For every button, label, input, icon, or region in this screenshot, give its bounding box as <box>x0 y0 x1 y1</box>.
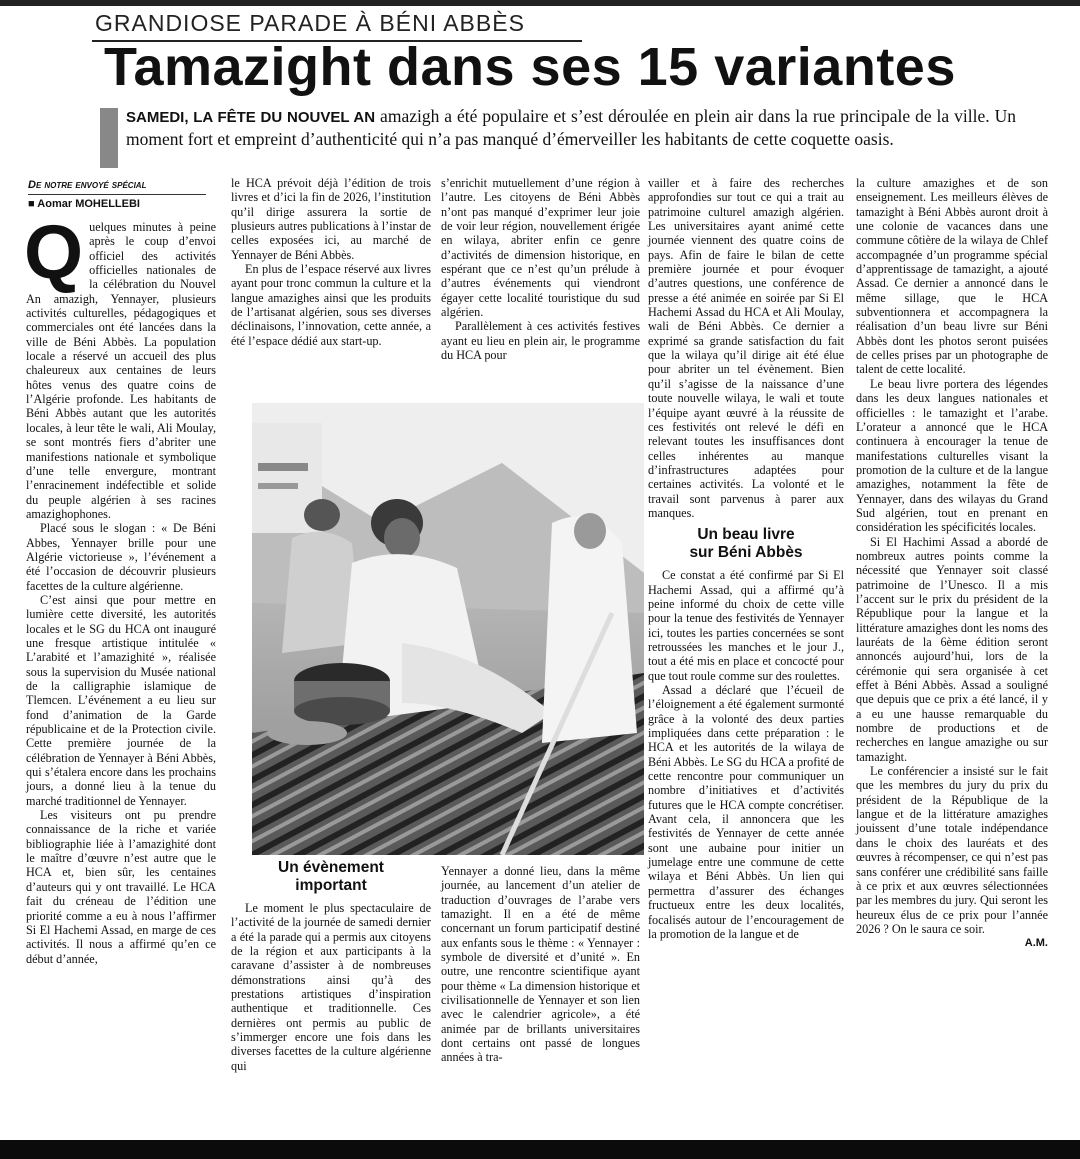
col1-para-1 <box>24 210 216 521</box>
column-5 <box>856 176 1048 951</box>
byline-rule <box>28 194 206 195</box>
top-border <box>0 0 1080 6</box>
column-3-bottom <box>441 864 640 1065</box>
chapo-text: amazigh a été populaire et s’est déroulée en plein air dans la rue principale de la ville. Un moment fort et empreint d’authenticité qui n’a pas manqué d’émerveiller les habitants de cette coquette oasis. <box>126 106 1016 149</box>
col1-para-1-text: uelques minutes à peine après le coup d’envoi officiel des activités officielles nationales de la célébration du Nouvel An amazigh, Yennayer, plusieurs activités culturelles, pédagogiques et commerciales ont été lancées dans la ville de Béni Abbès. La population locale a réservé un accueil des plus chaleureux aux centaines de leurs hôtes venus des quatre coins de l’Algérie profonde. Les habitants de Béni Abbès autant que les autorités locales, à leur tête le wali, Ali Moulay, se sont montrés fiers d’abriter une manifestions nationale et symbolique d’une telle envergure, montrant l’enracinement indéfectible et solide du peuple algérien à ses racines amazighophones. <box>26 220 216 521</box>
headline: Tamazight dans ses 15 variantes <box>104 37 956 97</box>
column-3-top <box>441 176 640 362</box>
column-2-top <box>231 176 431 348</box>
byline-author-name: Aomar MOHELLEBI <box>37 198 140 210</box>
col4-para-2: Ce constat a été confirmé par Si El Hachemi Assad, qui a affirmé qu’à peine informé du choix de cette ville pour la tenue des festivités de Yennayer ici, toutes les parties concernées se sont retroussées les manches et le jour J., tout a été mis en place et concocté pour que tout roule comme sur des roulettes. <box>648 568 844 683</box>
col3b-para-1: Yennayer a donné lieu, dans la même journée, au lancement d’un atelier de traduction d’ouvrages de l’arabe vers tamazight. Il en a été de même concernant un forum participatif destiné aux enfants sous le thème : « Yennayer : symbole de diversité et d’unité ». En outre, une rencontre scientifique ayant pour thème « La dimension historique et civilisationnelle de Yennayer et son lien avec le calendrier agricole», a été animée par de brillants universitaires dont certains ont passé de longues années à tra- <box>441 864 640 1065</box>
chapo <box>126 106 1016 150</box>
chapo-bar <box>100 108 118 168</box>
column-2-bottom <box>231 857 431 1073</box>
col4-para-1: vailler et à faire des recherches approfondies sur tout ce qui a trait au patrimoine culturel amazigh algérien. Les universitaires ayant animé cette journée viennent des quatre coins de pays. Afin de faire le bilan de cette première journée et pour évoquer d’autres questions, une conférence de presse a été animée en soirée par Si El Hachemi Assad du HCA et Ali Moulay, wali de Béni Abbès. Ce dernier a exprimé sa grande satisfaction du fait que la wilaya qu’il dirige ait été élue pour abriter un tel évènement. Bien qu’il s’agisse de la naissance d’une toute nouvelle wilaya, le wali et toute l’équipe ayant œuvré à la réussite de ces festivités ont relevé le défi en relevant toutes les insuffisances dont celles inhérentes au manque d’infrastructures adaptées pour certaines activités. La volonté et le travail sont parvenus à parer aux manques. <box>648 176 844 520</box>
col5-para-2: Le beau livre portera des légendes dans les deux langues nationales et officielles : le tamazight et l’arabe. L’orateur a annoncé que le HCA continuera à encourager la tenue de manifestations culturelles visant la promotion de la culture et de la langue amazighes, notamment la fête de Yennayer, dans des wilayas du Grand Sud algérien, tout en prenant en considération les spécificités locales. <box>856 376 1048 535</box>
column-1 <box>24 210 216 966</box>
bottom-border <box>0 1140 1080 1159</box>
subhead-evenement-line1: Un évènement <box>278 859 384 876</box>
subhead-evenement-line2: important <box>295 877 367 894</box>
drop-cap: Q <box>24 210 84 295</box>
col2-para-1: le HCA prévoit déjà l’édition de trois livres et d’ici la fin de 2026, l’institution qu’il dirige assurera la sortie de plusieurs autres publications à l’instar de celles exposées ici, au marché de Yennayer de Béni Abbès. <box>231 176 431 262</box>
byline-line1: De notre envoyé spécial <box>28 179 147 191</box>
subhead-beau-livre-line1: Un beau livre <box>697 526 795 544</box>
signature: A.M. <box>1024 937 1048 950</box>
col3-para-2: Parallèlement à ces activités festives ayant eu lieu en plein air, le programme du HCA pour <box>441 319 640 363</box>
col5-para-1: la culture amazighes et de son enseignement. Les meilleurs élèves de tamazight à Béni Abbès auront droit à une colonie de vacances dans une commune côtière de la wilaya de Chlef accompagnée d’un programme spécial d’apprentissage de tamazight, a ajouté Assad. Ce dernier a annoncé dans le même sillage, que le HCA subventionnera et accompagnera la réalisation d’un beau livre sur Béni Abbès dont les photos seront puisées de celles prises par un photographe de talent de cette localité. <box>856 176 1048 377</box>
col2b-para-1: Le moment le plus spectaculaire de l’activité de la journée de samedi dernier a été la parade qui a permis aux citoyens de la région et aux participants à la caravane d’assister à de nombreuses démonstrations ainsi qu’à des prestations artistiques d’inspiration authentique et traditionnelle. Ces dernières ont permis au public de s’immerger encore une fois dans les diverses facettes de la culture algérienne qui <box>231 901 431 1073</box>
subhead-beau-livre <box>648 526 844 562</box>
byline-author: ■ Aomar MOHELLEBI <box>28 198 140 210</box>
byline <box>28 177 206 212</box>
column-4 <box>648 176 844 941</box>
subhead-beau-livre-line2: sur Béni Abbès <box>689 544 803 562</box>
col5-para-4: Le conférencier a insisté sur le fait que les membres du jury du prix du président de la République de la langue et de la littérature amazighes jouissent d’une totale indépendance dans le choix des lauréats et des œuvres à récompenser, ce qui n’est pas sans conférer une crédibilité sans faille à ce prix et aux œuvres sélectionnées par les membres du jury. Qui seront les heureux élus de ce prix pour l’année 2026 ? On le saura ce soir. <box>856 764 1048 936</box>
col1-para-4: Les visiteurs ont pu prendre connaissance de la riche et variée bibliographie liée à l’amazighité dont le maître d’œuvre n’est autre que le HCA et, bien sûr, les centaines d’auteurs qui y ont travaillé. Le HCA fait du créneau de l’édition une priorité comme a eu à nous l’affirmer Si El Hachemi Assad, en marge de ces activités. Il nous a affirmé qu’en ce début d’année, <box>26 808 216 966</box>
col5-para-3: Si El Hachimi Assad a abordé de nombreux autres points comme la nécessité que Yennayer soit classé patrimoine de l’Unesco. Il a mis l’accent sur le prix du président de la République pour la langue et la littérature amazighes dont les noms des lauréats de la 6ème édition seront annoncés aujourd’hui, lors de la cérémonie qui sera organisée à cet effet à Béni Abbès. Assad a souligné que depuis que ce prix a été lancé, il y a eu une hausse remarquable du nombre de productions et de recherches en langue amazighe ou sur tamazight. <box>856 534 1048 764</box>
col4-para-3: Assad a déclaré que l’écueil de l’éloignement a été également surmonté grâce à la volonté des deux parties impliquées dans cette préparation : le HCA et les autorités de la wilaya de Béni Abbès. Le SG du HCA a profité de cette rencontre pour communiquer un nombre d’initiatives et d’activités futures que le HCA compte concrétiser. Avant cela, il annoncera que les festivités de Yennayer de cette année sont une aubaine pour initier un jumelage entre une commune de cette wilaya et Béni Abbès. Un lien qui permettra d’assurer des échanges fructueux entre les deux localités, focalisés autour de l’encouragement de la promotion de la langue et de <box>648 683 844 941</box>
col1-para-2: Placé sous le slogan : « De Béni Abbes, Yennayer brille pour une Algérie victorieuse », l’événement a été l’occasion de découvrir plusieurs facettes de la culture algérienne. <box>26 521 216 593</box>
chapo-lead: SAMEDI, LA FÊTE DU NOUVEL AN <box>126 109 376 126</box>
subhead-evenement <box>231 859 431 895</box>
parade-photo <box>252 403 644 855</box>
col3-para-1: s’enrichit mutuellement d’une région à l’autre. Les citoyens de Béni Abbès n’ont pas manqué d’exprimer leur joie de voir leur région, nouvellement érigée en wilaya, abriter enfin ce genre d’activités de dimension historique, en espérant que ce n’est qu’un prélude à d’autres événements qui viendront égayer cette localité touristique du sud algérien. <box>441 176 640 320</box>
col1-para-3: C’est ainsi que pour mettre en lumière cette diversité, les autorités locales et le SG du HCA ont inauguré une fresque artistique intitulée « L’arabité et l’amazighité », réalisée sous la supervision du Musée national de la calligraphie islamique de Tlemcen. L’événement a eu lieu sur fond d’animation de la Garde républicaine et de la Protection civile. Cette première journée de la célébration de Yennayer à Béni Abbès, qui s’étalera encore dans les prochains jours, a donné lieu à la tenue du marché traditionnel de Yennayer. <box>26 592 216 808</box>
col2-para-2: En plus de l’espace réservé aux livres ayant pour tronc commun la culture et la langue amazighes ainsi que les produits de l’artisanat algérien, sous ses diverses déclinaisons, l’innovation, cette année, a été l’espace dédié aux start-up. <box>231 262 431 348</box>
kicker: GRANDIOSE PARADE À BÉNI ABBÈS <box>95 10 525 36</box>
